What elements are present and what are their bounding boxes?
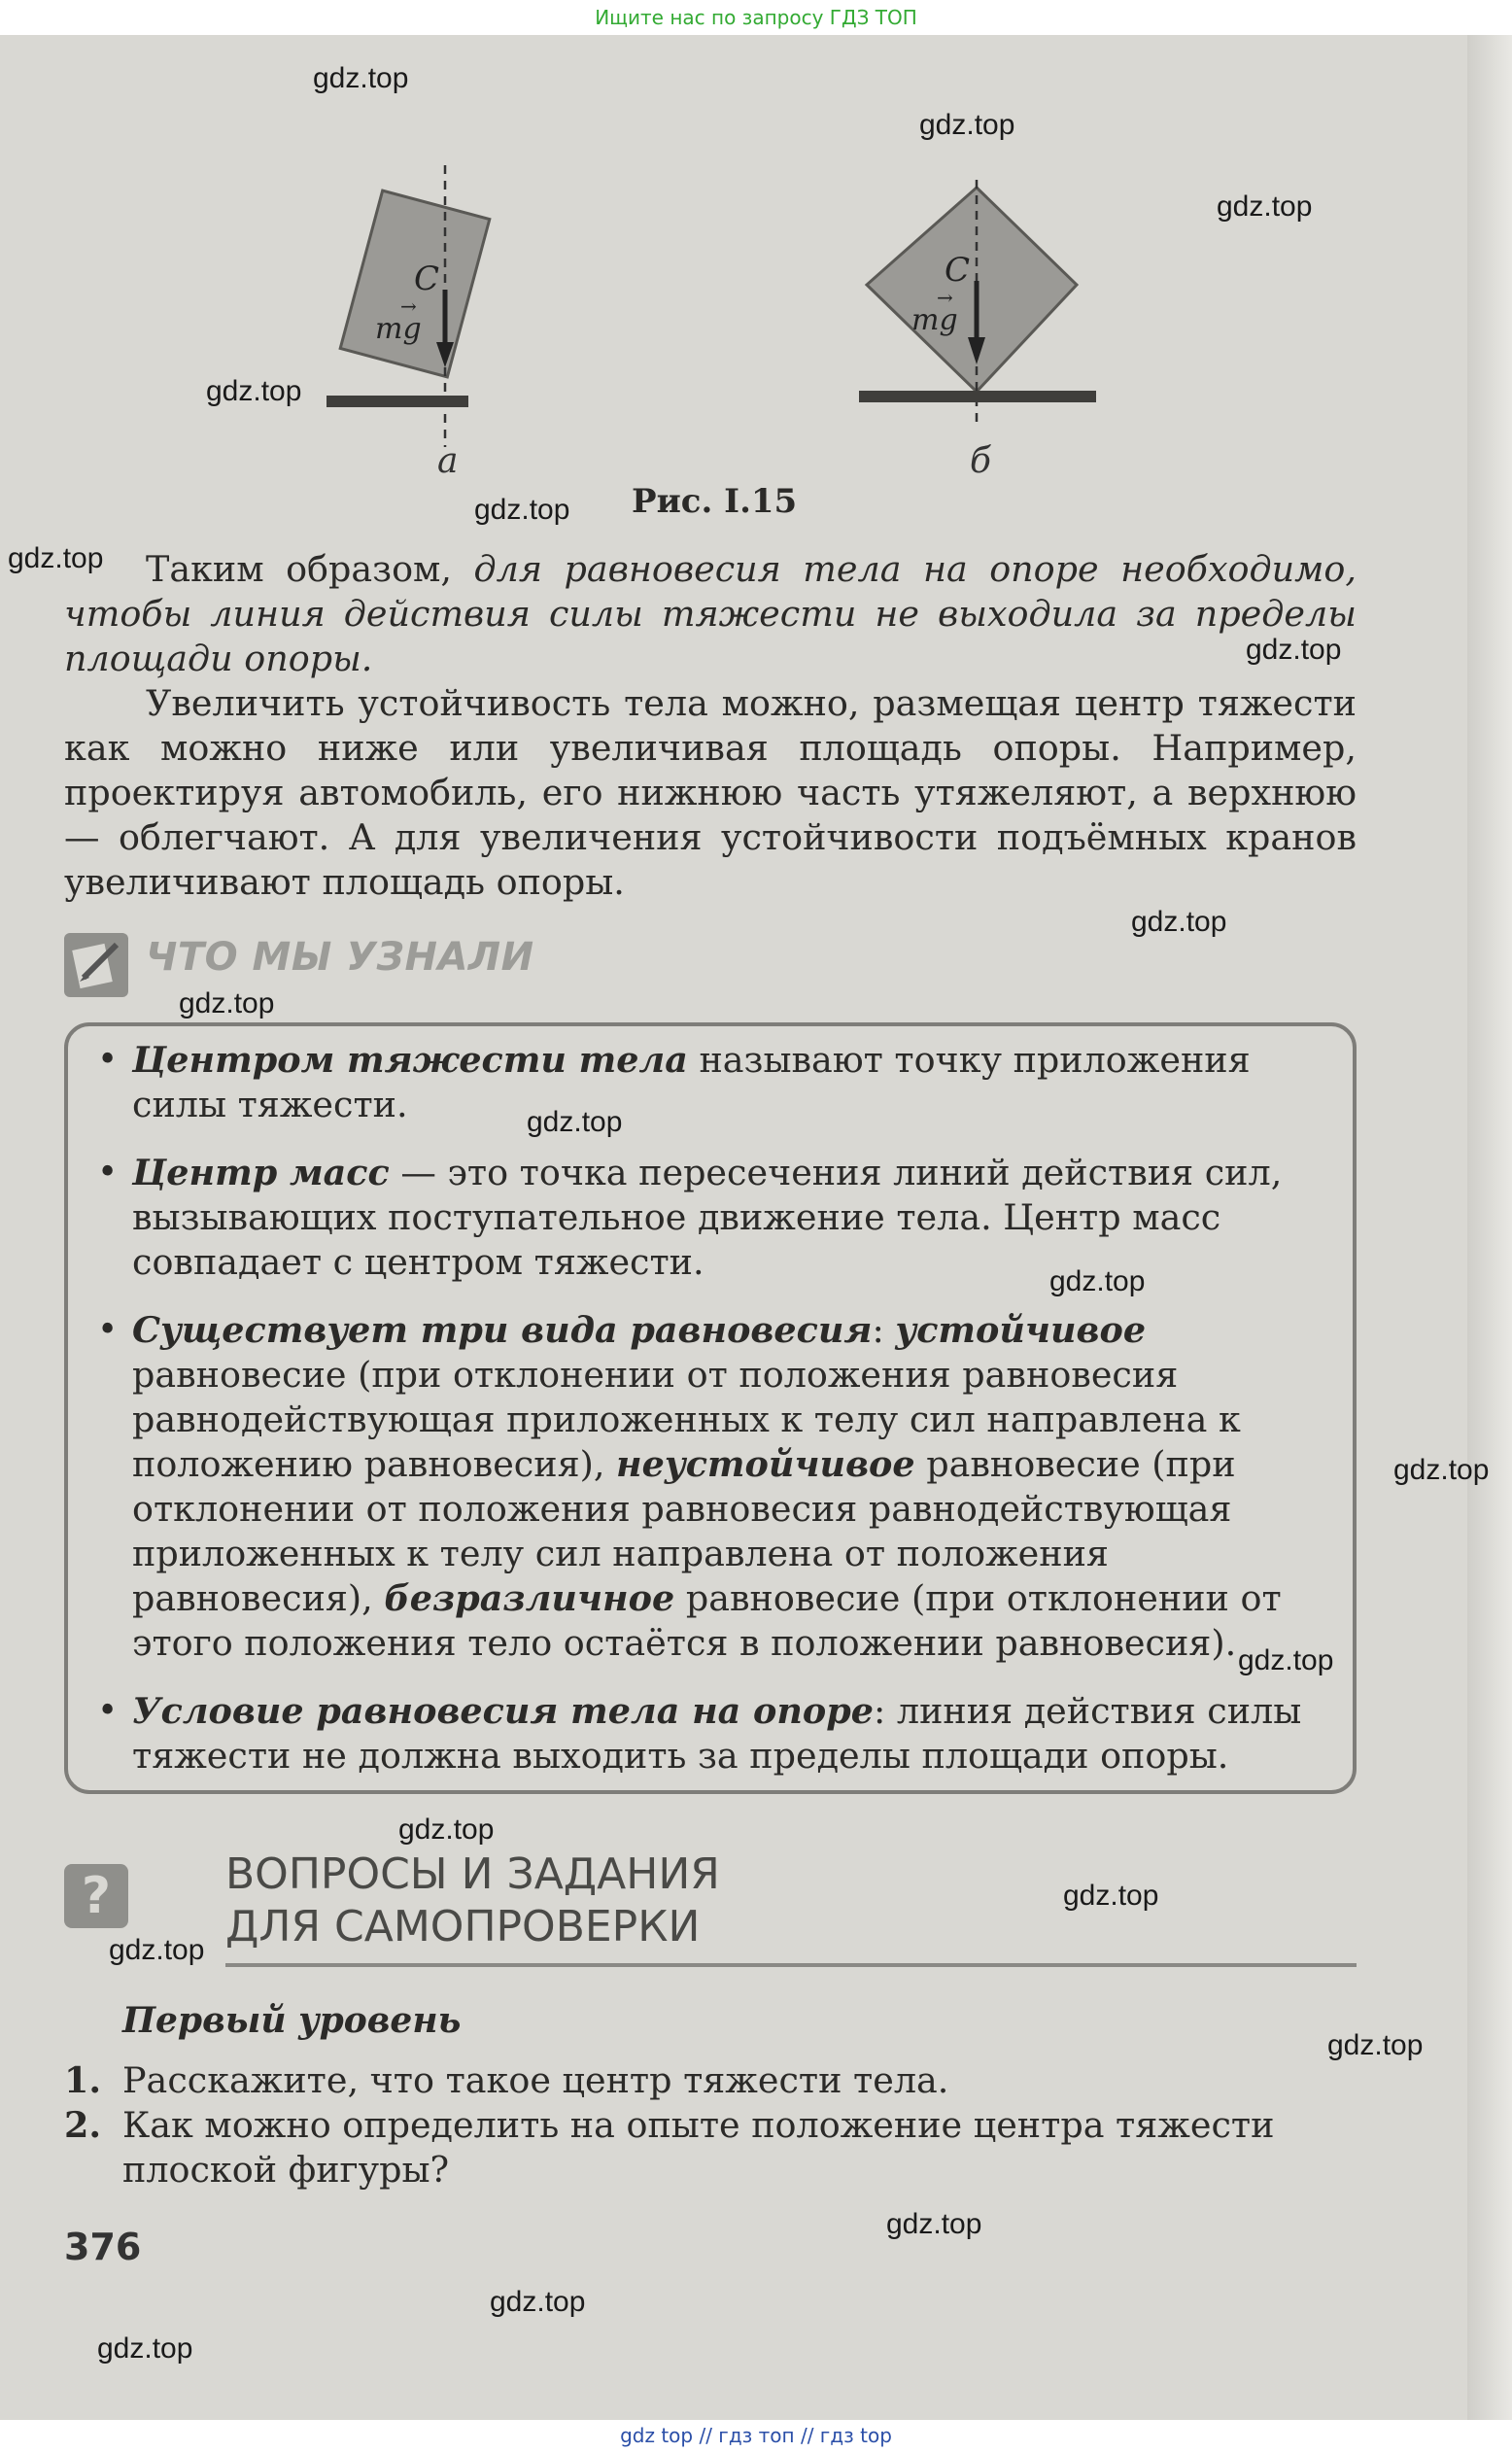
summary-bullet-1 [97, 1038, 1327, 1127]
figure-caption: Рис. I.15 [632, 482, 798, 521]
watermark: gdz.top [179, 987, 275, 1019]
watermark: gdz.top [1327, 2029, 1424, 2061]
watermark: gdz.top [1049, 1265, 1146, 1297]
watermark: gdz.top [97, 2332, 193, 2365]
page-edge [1467, 35, 1512, 2420]
paragraph-conclusion-rule: для равновесия тела на опоре необходимо, чтобы линия действия силы тяжести не выходила за пределы площади опоры. [64, 548, 1357, 679]
figure-a [321, 165, 515, 457]
term-neutral: безразличное [384, 1577, 675, 1619]
question-2-text: Как можно определить на опыте положение центра тяжести плоской фигуры? [122, 2104, 1275, 2191]
question-1-number: 1. [64, 2059, 102, 2101]
force-label-a: mg [375, 312, 422, 346]
figure-label-b: б [970, 441, 991, 481]
bullet-3-text-1: : [872, 1309, 896, 1351]
bullet-3-text-2: равновесие (при отклонении от положения равновесия равнодействующая приложенных к телу сил направлена к положению равновесия), [132, 1354, 1241, 1485]
watermark: gdz.top [1393, 1454, 1490, 1486]
questions-title: ВОПРОСЫ И ЗАДАНИЯ ДЛЯ САМОПРОВЕРКИ [225, 1849, 720, 1951]
question-2-number: 2. [64, 2104, 102, 2146]
term-center-of-mass: Центр масс [132, 1152, 390, 1193]
summary-bullet-3 [97, 1308, 1327, 1666]
watermark: gdz.top [886, 2208, 982, 2240]
watermark: gdz.top [919, 109, 1015, 141]
term-stable: устойчивое [895, 1309, 1147, 1351]
term-three-equilibria: Существует три вида равновесия [132, 1309, 873, 1351]
watermark: gdz.top [490, 2286, 586, 2318]
level-heading: Первый уровень [122, 2000, 462, 2041]
question-icon: ? [64, 1864, 128, 1928]
watermark: gdz.top [398, 1813, 495, 1846]
term-unstable: неустойчивое [616, 1443, 915, 1485]
question-1-text: Расскажите, что такое центр тяжести тела. [122, 2059, 949, 2101]
bullet-3-text-3: равновесие (при отклонении от положения равновесия равнодействующая приложенных к телу сил направлена от положения равновесия), [132, 1443, 1236, 1619]
questions-divider [225, 1963, 1357, 1967]
center-label-a: C [414, 259, 440, 298]
support-b [859, 391, 1096, 402]
page-number: 376 [64, 2226, 142, 2268]
watermark: gdz.top [313, 62, 409, 94]
top-banner[interactable]: Ищите нас по запросу ГДЗ ТОП [0, 0, 1512, 35]
bullet-1-text: называют точку приложения силы тяжести. [132, 1039, 1251, 1125]
figure-label-a: а [437, 441, 459, 481]
bullet-2-text: — это точка пересечения линий действия сил, вызывающих поступательное движение тела. Центр масс совпадает с центром тяжести. [132, 1152, 1283, 1283]
watermark: gdz.top [206, 375, 302, 407]
watermark: gdz.top [1246, 634, 1342, 666]
force-label-b: mg [911, 303, 958, 337]
summary-title: ЧТО МЫ УЗНАЛИ [146, 935, 534, 980]
center-label-b: C [945, 251, 971, 290]
watermark: gdz.top [1217, 190, 1313, 223]
term-support-condition: Условие равновесия тела на опоре [132, 1690, 875, 1732]
paragraph-stability: Увеличить устойчивость тела можно, размещая центр тяжести как можно ниже или увеличивая площадь опоры. Например, проектируя автомобиль, его нижнюю часть утяжеляют, а верхнюю — облегчают. А для увеличения устойчивости подъёмных кранов увеличивают площадь опоры. [64, 682, 1357, 903]
paragraph-conclusion [64, 547, 1357, 681]
watermark: gdz.top [527, 1106, 623, 1138]
question-2 [64, 2103, 1357, 2193]
support-a [326, 396, 468, 407]
pencil-note-icon [64, 933, 128, 997]
watermark: gdz.top [8, 542, 104, 574]
watermark: gdz.top [1063, 1880, 1159, 1912]
bullet-4-text: : линия действия силы тяжести не должна выходить за пределы площади опоры. [132, 1690, 1302, 1777]
watermark: gdz.top [109, 1934, 205, 1966]
term-center-of-gravity: Центром тяжести тела [132, 1039, 688, 1081]
summary-bullet-4 [97, 1689, 1327, 1779]
vector-arrow-a: → [400, 294, 417, 318]
watermark: gdz.top [1238, 1644, 1334, 1676]
vector-arrow-b: → [937, 286, 953, 309]
paragraph-conclusion-lead: Таким образом, [146, 548, 474, 590]
bullet-3-text-4: равновесие (при отклонении от этого положения тело остаётся в положении равновесия). [132, 1577, 1282, 1664]
watermark: gdz.top [1131, 906, 1227, 938]
bottom-banner[interactable]: gdz top // гдз топ // гдз top [0, 2420, 1512, 2452]
watermark: gdz.top [474, 494, 570, 526]
question-1 [64, 2058, 1357, 2103]
figure-b [855, 180, 1088, 462]
